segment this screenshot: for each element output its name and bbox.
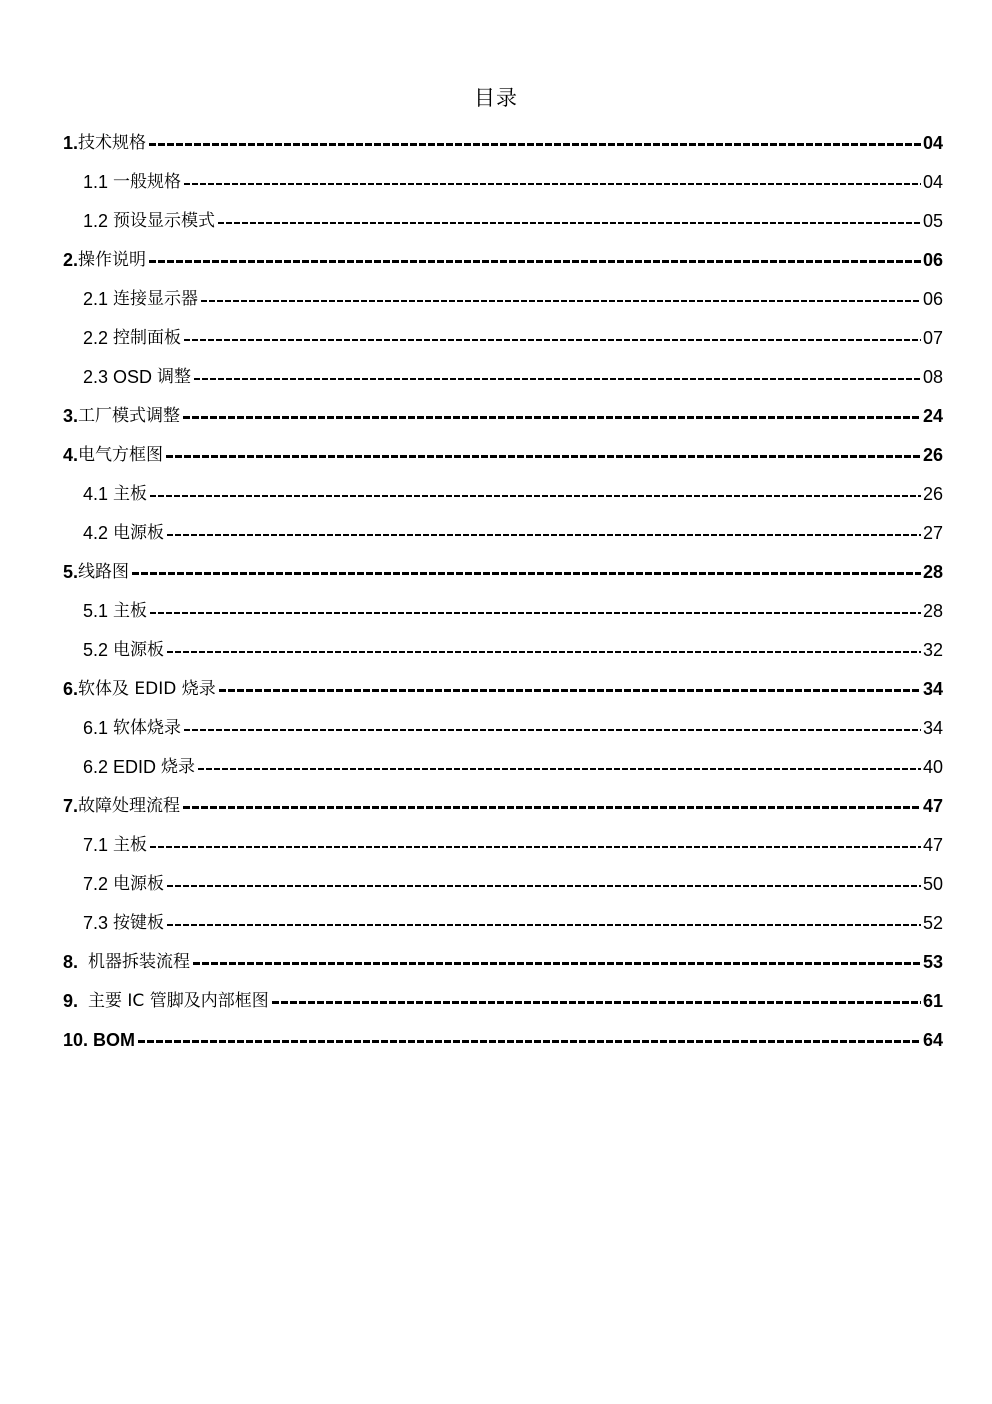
toc-entry-page-number: 08 <box>922 367 943 387</box>
toc-entry-number: 7.3 <box>83 913 114 933</box>
toc-entry-title: 线路图 <box>78 562 130 582</box>
toc-entry-title: 按键板 <box>113 913 165 933</box>
toc-entry-number: 4. <box>63 445 79 465</box>
toc-entry-number: 5.1 <box>83 601 114 621</box>
dot-leader <box>167 924 921 926</box>
dot-leader <box>150 495 921 497</box>
dot-leader <box>184 729 921 731</box>
toc-entry-page-number: 24 <box>922 406 943 426</box>
toc-entry[interactable] <box>63 163 943 202</box>
dot-leader <box>167 885 921 887</box>
toc-entry-number: 7. <box>63 796 79 816</box>
toc-entry[interactable] <box>63 358 943 397</box>
toc-entry-page-number: 47 <box>922 835 943 855</box>
toc-entry-page-number: 07 <box>922 328 943 348</box>
toc-entry[interactable] <box>63 982 943 1021</box>
toc-entry-page-number: 28 <box>922 601 943 621</box>
dot-leader <box>184 183 921 185</box>
toc-entry[interactable] <box>63 397 943 436</box>
toc-entry-page-number: 64 <box>922 1030 943 1050</box>
dot-leader <box>138 1040 921 1043</box>
toc-entry[interactable] <box>63 514 943 553</box>
toc-entry-title: 软体烧录 <box>113 718 182 738</box>
dot-leader <box>183 416 921 419</box>
toc-entry[interactable] <box>63 202 943 241</box>
toc-entry[interactable] <box>63 709 943 748</box>
toc-entry-number: 6.2 EDID <box>83 757 162 777</box>
toc-entry-page-number: 04 <box>922 172 943 192</box>
toc-entry-page-number: 27 <box>922 523 943 543</box>
dot-leader <box>219 689 921 692</box>
toc-entry-title: 操作说明 <box>78 250 147 270</box>
table-of-contents <box>63 124 943 1060</box>
toc-entry-number: 4.2 <box>83 523 114 543</box>
toc-entry-number: 6. <box>63 679 79 699</box>
toc-entry[interactable] <box>63 124 943 163</box>
toc-entry[interactable] <box>63 631 943 670</box>
toc-entry-page-number: 26 <box>922 445 943 465</box>
toc-entry-title: 电源板 <box>113 523 165 543</box>
toc-entry-page-number: 34 <box>922 679 943 699</box>
toc-entry-number: 6.1 <box>83 718 114 738</box>
toc-entry-number: 2. <box>63 250 79 270</box>
toc-entry-title: 工厂模式调整 <box>78 406 181 426</box>
toc-entry-title: 电源板 <box>113 874 165 894</box>
dot-leader <box>167 534 921 536</box>
toc-entry-number: 1.1 <box>83 172 114 192</box>
toc-entry-page-number: 28 <box>922 562 943 582</box>
toc-entry-page-number: 50 <box>922 874 943 894</box>
toc-entry-title: 软体及 EDID 烧录 <box>78 679 216 699</box>
toc-entry[interactable] <box>63 748 943 787</box>
toc-entry-page-number: 06 <box>922 289 943 309</box>
toc-entry-number: 10. BOM <box>63 1030 136 1050</box>
dot-leader <box>184 339 921 341</box>
toc-entry-title: 控制面板 <box>113 328 182 348</box>
dot-leader <box>150 612 921 614</box>
toc-entry-page-number: 53 <box>922 952 943 972</box>
toc-entry-title: 烧录 <box>161 757 196 777</box>
dot-leader <box>150 846 921 848</box>
toc-entry[interactable] <box>63 436 943 475</box>
toc-entry-number: 5. <box>63 562 79 582</box>
toc-entry[interactable] <box>63 787 943 826</box>
toc-entry[interactable] <box>63 865 943 904</box>
dot-leader <box>193 962 921 965</box>
toc-entry-title: 调整 <box>157 367 192 387</box>
toc-entry[interactable] <box>63 670 943 709</box>
toc-entry[interactable] <box>63 241 943 280</box>
page-title: 目录 <box>474 86 518 110</box>
toc-entry-page-number: 06 <box>922 250 943 270</box>
toc-entry-number: 7.2 <box>83 874 114 894</box>
toc-entry[interactable] <box>63 475 943 514</box>
dot-leader <box>183 806 921 809</box>
toc-entry-number: 3. <box>63 406 79 426</box>
toc-entry-page-number: 47 <box>922 796 943 816</box>
toc-entry-number: 5.2 <box>83 640 114 660</box>
toc-entry-page-number: 34 <box>922 718 943 738</box>
toc-entry[interactable] <box>63 826 943 865</box>
toc-entry[interactable] <box>63 280 943 319</box>
toc-entry-title: 预设显示模式 <box>113 211 216 231</box>
toc-entry-title: 电气方框图 <box>78 445 164 465</box>
toc-entry-number: 1. <box>63 133 79 153</box>
toc-entry[interactable] <box>63 553 943 592</box>
toc-entry-title: 技术规格 <box>78 133 147 153</box>
toc-entry-number: 9. <box>63 991 89 1011</box>
toc-entry-number: 1.2 <box>83 211 114 231</box>
dot-leader <box>132 572 921 575</box>
dot-leader <box>201 300 921 302</box>
toc-entry[interactable] <box>63 1021 943 1060</box>
toc-entry-page-number: 04 <box>922 133 943 153</box>
toc-entry-number: 2.3 OSD <box>83 367 158 387</box>
toc-entry-title: 连接显示器 <box>113 289 199 309</box>
toc-entry[interactable] <box>63 592 943 631</box>
dot-leader <box>194 378 921 380</box>
toc-entry[interactable] <box>63 319 943 358</box>
toc-entry-title: 电源板 <box>113 640 165 660</box>
toc-entry-number: 2.1 <box>83 289 114 309</box>
toc-entry-title: 机器拆装流程 <box>88 952 191 972</box>
dot-leader <box>166 455 921 458</box>
toc-entry-title: 一般规格 <box>113 172 182 192</box>
dot-leader <box>272 1001 921 1004</box>
dot-leader <box>198 768 921 770</box>
toc-entry-page-number: 52 <box>922 913 943 933</box>
toc-entry-title: 主板 <box>113 484 148 504</box>
toc-entry-number: 8. <box>63 952 89 972</box>
toc-entry-title: 主要 IC 管脚及内部框图 <box>88 991 269 1011</box>
toc-entry-page-number: 61 <box>922 991 943 1011</box>
toc-entry-title: 主板 <box>113 835 148 855</box>
toc-entry-title: 主板 <box>113 601 148 621</box>
dot-leader <box>167 651 921 653</box>
toc-entry-page-number: 26 <box>922 484 943 504</box>
toc-entry-number: 7.1 <box>83 835 114 855</box>
dot-leader <box>149 260 921 263</box>
toc-entry-title: 故障处理流程 <box>78 796 181 816</box>
dot-leader <box>149 143 921 146</box>
toc-entry-page-number: 32 <box>922 640 943 660</box>
toc-entry-number: 2.2 <box>83 328 114 348</box>
toc-entry[interactable] <box>63 904 943 943</box>
toc-entry-page-number: 05 <box>922 211 943 231</box>
dot-leader <box>218 222 921 224</box>
toc-entry[interactable] <box>63 943 943 982</box>
toc-entry-number: 4.1 <box>83 484 114 504</box>
toc-entry-page-number: 40 <box>922 757 943 777</box>
